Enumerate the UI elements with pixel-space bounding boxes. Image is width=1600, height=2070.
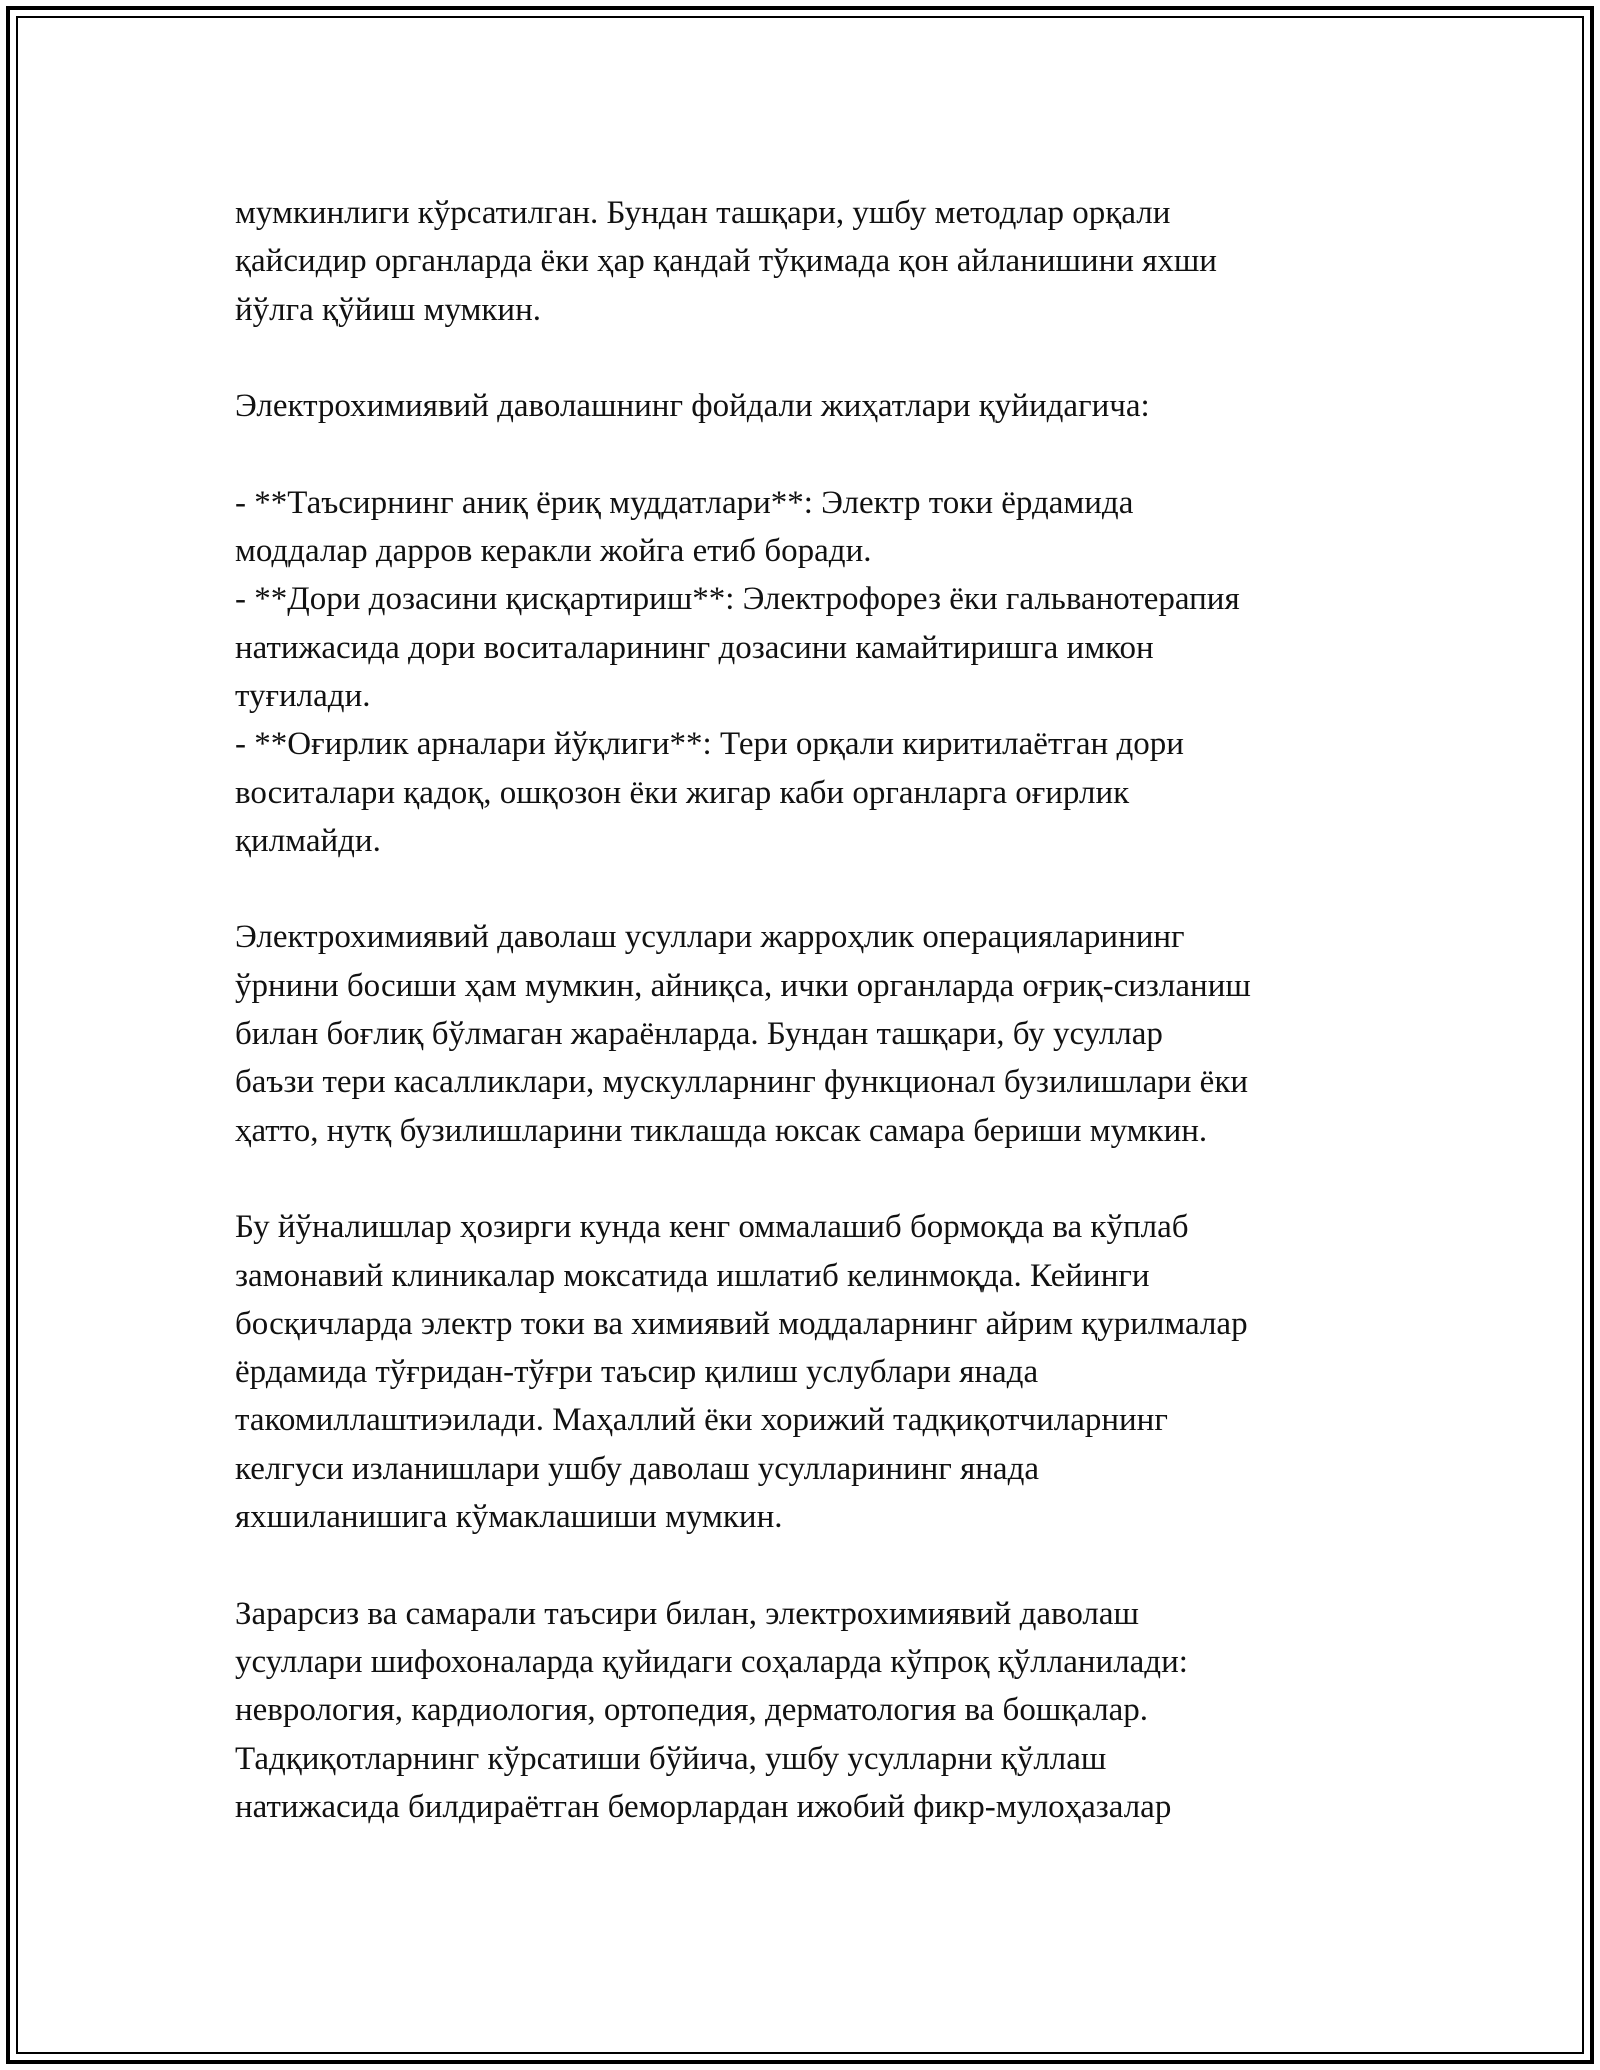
paragraph: [235, 382, 1395, 430]
paragraph: [235, 1203, 1395, 1541]
text-line: мумкинлиги кўрсатилган. Бундан ташқари, ушбу методлар орқали: [235, 195, 1171, 231]
text-line: ҳатто, нутқ бузилишларини тиклашда юксак самара бериши мумкин.: [235, 1112, 1208, 1149]
text-line: яхшиланишига кўмаклашиши мумкин.: [235, 1499, 783, 1536]
text-line: Электрохимиявий даволашнинг фойдали жиҳатлари қуйидагича:: [235, 388, 1150, 425]
text-line: қилмайди.: [235, 822, 381, 859]
paragraph: [235, 479, 1395, 865]
text-line: усуллари шифохоналарда қуйидаги соҳаларда кўпроқ қўлланилади:: [235, 1643, 1188, 1680]
text-line: такомиллаштиэилади. Маҳаллий ёки хорижий тадқиқотчиларнинг: [235, 1402, 1168, 1439]
paragraph-gap: [235, 865, 1395, 913]
paragraph-gap: [235, 1155, 1395, 1203]
text-line: - **Оғирлик арналари йўқлиги**: Тери орқали киритилаётган дори: [235, 726, 1184, 763]
document-body: [235, 189, 1395, 1831]
paragraph-gap: [235, 334, 1395, 382]
text-line: моддалар дарров керакли жойга етиб боради.: [235, 533, 872, 570]
text-line: ёрдамида тўғридан-тўғри таъсир қилиш услублари янада: [235, 1354, 1039, 1391]
text-line: замонавий клиникалар моксатида ишлатиб келинмоқда. Кейинги: [235, 1257, 1150, 1294]
paragraph-gap: [235, 430, 1395, 478]
text-line: Электрохимиявий даволаш усуллари жарроҳлик операцияларининг: [235, 919, 1185, 956]
text-line: йўлга қўйиш мумкин.: [235, 291, 542, 328]
text-line: ўрнини босиши ҳам мумкин, айниқса, ички органларда оғриқ-сизланиш: [235, 967, 1251, 1004]
text-line: неврология, кардиология, ортопедия, дерматология ва бошқалар.: [235, 1692, 1149, 1729]
text-line: билан боғлиқ бўлмаган жараёнларда. Бундан ташқари, бу усуллар: [235, 1016, 1163, 1053]
text-line: баъзи тери касалликлари, мускулларнинг функционал бузилишлари ёки: [235, 1064, 1249, 1101]
text-line: қайсидир органларда ёки ҳар қандай тўқимада қон айланишини яхши: [235, 243, 1217, 280]
paragraph: [235, 913, 1395, 1154]
text-line: Тадқиқотларнинг кўрсатиши бўйича, ушбу усулларни қўллаш: [235, 1740, 1107, 1777]
text-line: Бу йўналишлар ҳозирги кунда кенг оммалашиб бормоқда ва кўплаб: [235, 1209, 1189, 1246]
text-line: натижасида дори воситаларининг дозасини камайтиришга имкон: [235, 629, 1154, 666]
text-line: Зарарсиз ва самарали таъсири билан, электрохимиявий даволаш: [235, 1595, 1139, 1632]
paragraph: [235, 189, 1395, 334]
text-line: воситалари қадоқ, ошқозон ёки жигар каби органларга оғирлик: [235, 774, 1130, 811]
text-line: натижасида билдираётган беморлардан ижобий фикр-мулоҳазалар: [235, 1788, 1172, 1825]
text-line: - **Таъсирнинг аниқ ёриқ муддатлари**: Электр токи ёрдамида: [235, 484, 1134, 521]
text-line: босқичларда электр токи ва химиявий моддаларнинг айрим қурилмалар: [235, 1305, 1248, 1342]
paragraph: [235, 1590, 1395, 1831]
paragraph-gap: [235, 1541, 1395, 1589]
text-line: келгуси изланишлари ушбу даволаш усулларининг янада: [235, 1450, 1040, 1487]
text-line: - **Дори дозасини қисқартириш**: Электрофорез ёки гальванотерапия: [235, 581, 1240, 618]
text-line: туғилади.: [235, 677, 371, 714]
